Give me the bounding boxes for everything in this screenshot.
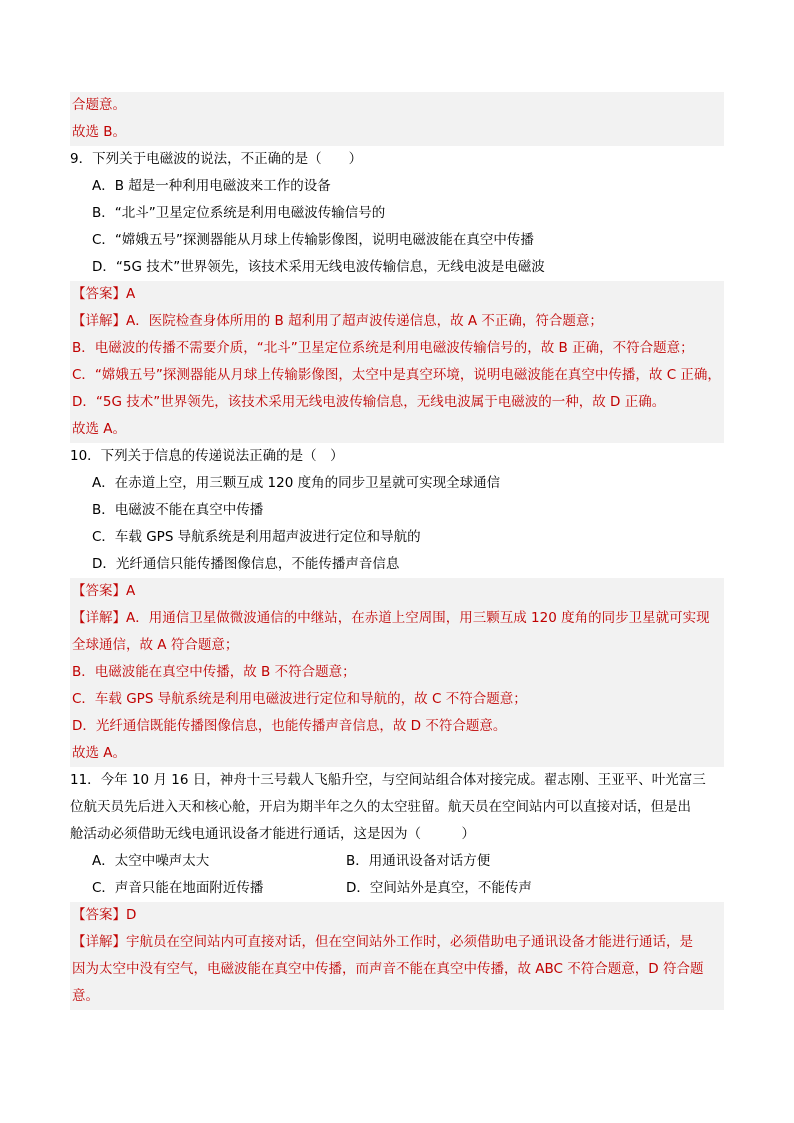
q9-option-a: A．B 超是一种利用电磁波来工作的设备	[92, 178, 331, 194]
q10-stem: 10．下列关于信息的传递说法正确的是（ ）	[70, 448, 344, 464]
prev-detail-tail: 合题意。	[70, 92, 724, 119]
q9-detail-line: C．“嫦娥五号”探测器能从月球上传输影像图，太空中是真空环境，说明电磁波能在真空中传播，故 C 正确，	[70, 362, 724, 389]
q11-stem-line: 位航天员先后进入天和核心舱，开启为期半年之久的太空驻留。航天员在空间站内可以直接对话，但是出	[70, 799, 691, 815]
q10-detail-line: C．车载 GPS 导航系统是利用电磁波进行定位和导航的，故 C 不符合题意；	[70, 686, 724, 713]
q10-option-c: C．车载 GPS 导航系统是利用超声波进行定位和导航的	[92, 529, 421, 545]
answer-tag: 【答案】	[72, 286, 126, 302]
detail-tag: 【详解】	[72, 934, 126, 950]
q10-choose: 故选 A。	[70, 740, 724, 767]
q10-detail-line: 全球通信，故 A 符合题意；	[70, 632, 724, 659]
q10-detail-line: D．光纤通信既能传播图像信息，也能传播声音信息，故 D 不符合题意。	[70, 713, 724, 740]
q10-option-a: A．在赤道上空，用三颗互成 120 度角的同步卫星就可实现全球通信	[92, 475, 501, 491]
q9-option-d: D．“5G 技术”世界领先，该技术采用无线电波传输信息，无线电波是电磁波	[92, 259, 545, 275]
q9-detail-line: D．“5G 技术”世界领先，该技术采用无线电波传输信息，无线电波属于电磁波的一种，故 D 正确。	[70, 389, 724, 416]
q9-option-b: B．“北斗”卫星定位系统是利用电磁波传输信号的	[92, 205, 386, 221]
q10-option-b: B．电磁波不能在真空中传播	[92, 502, 264, 518]
q9-detail-first: A．医院检查身体所用的 B 超利用了超声波传递信息，故 A 不正确，符合题意；	[126, 313, 603, 329]
q11-detail-first: 宇航员在空间站内可直接对话，但在空间站外工作时，必须借助电子通讯设备才能进行通话，是	[126, 934, 693, 950]
q11-option-d: D．空间站外是真空，不能传声	[346, 880, 532, 896]
document-page	[70, 92, 724, 1010]
q11-answer-row	[70, 902, 724, 929]
answer-tag: 【答案】	[72, 583, 126, 599]
q11-stem-line: 11．今年 10 月 16 日，神舟十三号载人飞船升空，与空间站组合体对接完成。翟志刚、王亚平、叶光富三	[70, 772, 706, 788]
answer-tag: 【答案】	[72, 907, 126, 923]
q11-detail-line: 意。	[70, 983, 724, 1010]
q9-stem: 9．下列关于电磁波的说法，不正确的是（ ）	[70, 151, 363, 167]
q9-answer-row	[70, 281, 724, 308]
q10-answer: A	[126, 583, 136, 599]
prev-choose: 故选 B。	[70, 119, 724, 146]
detail-tag: 【详解】	[72, 313, 126, 329]
q11-detail-line: 因为太空中没有空气，电磁波能在真空中传播，而声音不能在真空中传播，故 ABC 不符合题意，D 符合题	[70, 956, 724, 983]
q11-option-a: A．太空中噪声太大	[92, 853, 210, 869]
q9-detail-line: B．电磁波的传播不需要介质，“北斗”卫星定位系统是利用电磁波传输信号的，故 B 正确，不符合题意；	[70, 335, 724, 362]
q11-detail-row	[70, 929, 724, 956]
q10-detail-line: B．电磁波能在真空中传播，故 B 不符合题意；	[70, 659, 724, 686]
q10-detail-first: A．用通信卫星做微波通信的中继站，在赤道上空周围，用三颗互成 120 度角的同步卫星就可实现	[126, 610, 710, 626]
q11-option-b: B．用通讯设备对话方便	[346, 853, 491, 869]
q9-choose: 故选 A。	[70, 416, 724, 443]
q10-answer-row	[70, 578, 724, 605]
q10-option-d: D．光纤通信只能传播图像信息，不能传播声音信息	[92, 556, 400, 572]
q9-option-c: C．“嫦娥五号”探测器能从月球上传输影像图，说明电磁波能在真空中传播	[92, 232, 534, 248]
q9-answer: A	[126, 286, 136, 302]
q11-stem-line: 舱活动必须借助无线电通讯设备才能进行通话，这是因为（ ）	[70, 826, 475, 842]
q10-detail-row	[70, 605, 724, 632]
q11-options-row	[70, 848, 724, 875]
q9-detail-row	[70, 308, 724, 335]
q11-answer: D	[126, 907, 137, 923]
q11-option-c: C．声音只能在地面附近传播	[92, 880, 264, 896]
detail-tag: 【详解】	[72, 610, 126, 626]
q11-options-row	[70, 875, 724, 902]
